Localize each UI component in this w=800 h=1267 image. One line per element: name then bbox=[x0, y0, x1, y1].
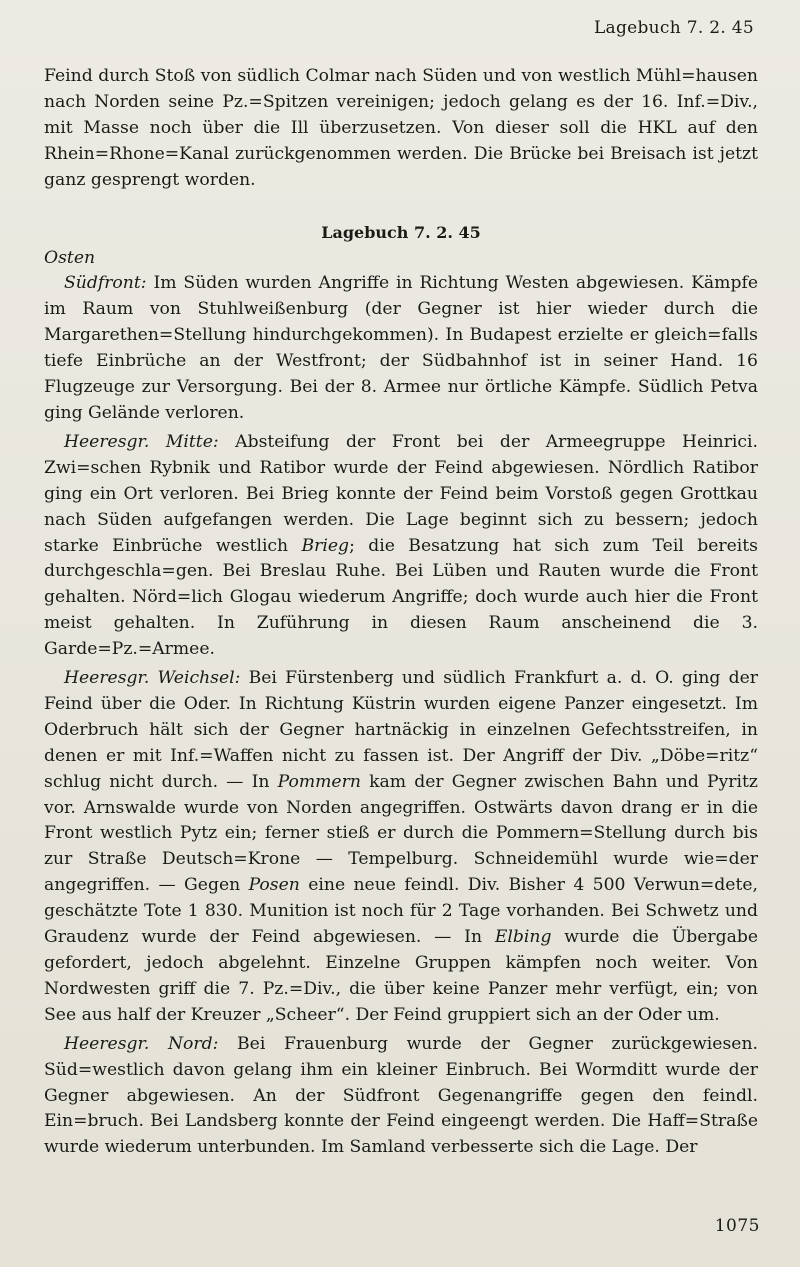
paragraph-label: Südfront: bbox=[64, 273, 147, 294]
paragraph-label: Heeresgr. Weichsel: bbox=[64, 668, 241, 689]
section-heading: Lagebuch 7. 2. 45 bbox=[321, 222, 481, 242]
paragraph-heeresgr-mitte: Heeresgr. Mitte: Absteifung der Front bei der Armeegruppe Heinrici. Zwi=schen Rybnik und Ratibor wurde der Feind abgewiesen. Nördlich Ratibor ging ein Ort verloren. Bei Brieg konnte der Feind beim Vorstoß gegen Grottkau nach Süden aufgefangen werden. Die Lage beginnt sich zu bessern; jedoch starke Einbrüche westlich Brieg; die Besatzung hat sich zum Teil bereits durchgeschla=gen. Bei Breslau Ruhe. Bei Lüben und Rauten wurde die Front gehalten. Nörd=lich Glogau wiederum Angriffe; doch wurde auch hier die Front meist gehalten. In Zuführung in diesen Raum anscheinend die 3. Garde=Pz.=Armee. bbox=[44, 431, 759, 660]
page-number: 1075 bbox=[714, 1216, 760, 1236]
continuation-paragraph: Feind durch Stoß von südlich Colmar nach Süden und von westlich Mühl=hausen nach Norden seine Pz.=Spitzen vereinigen; jedoch gelang es der 16. Inf.=Div., mit Masse noch über die Ill überzusetzen. Von dieser soll die HKL auf den Rhein=Rhone=Kanal zurückgenommen werden. Die Brücke bei Breisach ist jetzt ganz gesprengt worden. bbox=[44, 66, 758, 190]
paragraph-suedfront: Südfront: Im Süden wurden Angriffe in Richtung Westen abgewiesen. Kämpfe im Raum von Stuhlweißenburg (der Gegner ist hier wieder durch die Margarethen=Stellung hindurchgekommen). In Budapest erzielte er gleich=falls tiefe Einbrüche an der Westfront; der Südbahnhof ist in seiner Hand. 16 Flugzeuge zur Versorgung. Bei der 8. Armee nur örtliche Kämpfe. Südlich Petva ging Gelände verloren. bbox=[44, 273, 758, 423]
body-text bbox=[44, 64, 758, 1161]
paragraph-heeresgr-nord: Heeresgr. Nord: Bei Frauenburg wurde der Gegner zurückgewiesen. Süd=westlich davon gelang ihm ein kleiner Einbruch. Bei Wormditt wurde der Gegner abgewiesen. An der Südfront Gegenangriffe gegen den feindl. Ein=bruch. Bei Landsberg konnte der Feind eingeengt werden. Die Haff=Straße wurde wiederum unterbunden. Im Samland verbesserte sich die Lage. Der bbox=[44, 1033, 758, 1158]
paragraph-heeresgr-weichsel: Heeresgr. Weichsel: Bei Fürstenberg und südlich Frankfurt a. d. O. ging der Feind über die Oder. In Richtung Küstrin wurden eigene Panzer eingesetzt. Im Oderbruch hält sich der Gegner hartnäckig in einzelnen Gefechtsstreifen, in denen er mit Inf.=Waffen nicht zu fassen ist. Der Angriff der Div. „Döbe=ritz“ schlug nicht durch. — In Pommern kam der Gegner zwischen Bahn und Pyritz vor. Arnswalde wurde von Norden angegriffen. Ostwärts davon drang er in die Front westlich Pytz ein; ferner stieß er durch die Pommern=Stellung durch bis zur Straße Deutsch=Krone — Tempelburg. Schneidemühl wurde wie=der angegriffen. — Gegen Posen eine neue feindl. Div. Bisher 4 500 Verwun=dete, geschätzte Tote 1 830. Munition ist noch für 2 Tage vorhanden. Bei Schwetz und Graudenz wurde der Feind abgewiesen. — In Elbing wurde die Übergabe gefordert, jedoch abgelehnt. Einzelne Gruppen kämpfen noch weiter. Von Nordwesten griff die 7. Pz.=Div., die über keine Panzer mehr verfügt, ein; von See aus half der Kreuzer „Scheer“. Der Feind gruppiert sich an der Oder um. bbox=[44, 668, 759, 1025]
paragraph-label: Heeresgr. Nord: bbox=[64, 1033, 219, 1054]
region-heading: Osten bbox=[44, 247, 96, 268]
running-head: Lagebuch 7. 2. 45 bbox=[593, 18, 754, 38]
paragraph-label: Heeresgr. Mitte: bbox=[64, 431, 219, 452]
